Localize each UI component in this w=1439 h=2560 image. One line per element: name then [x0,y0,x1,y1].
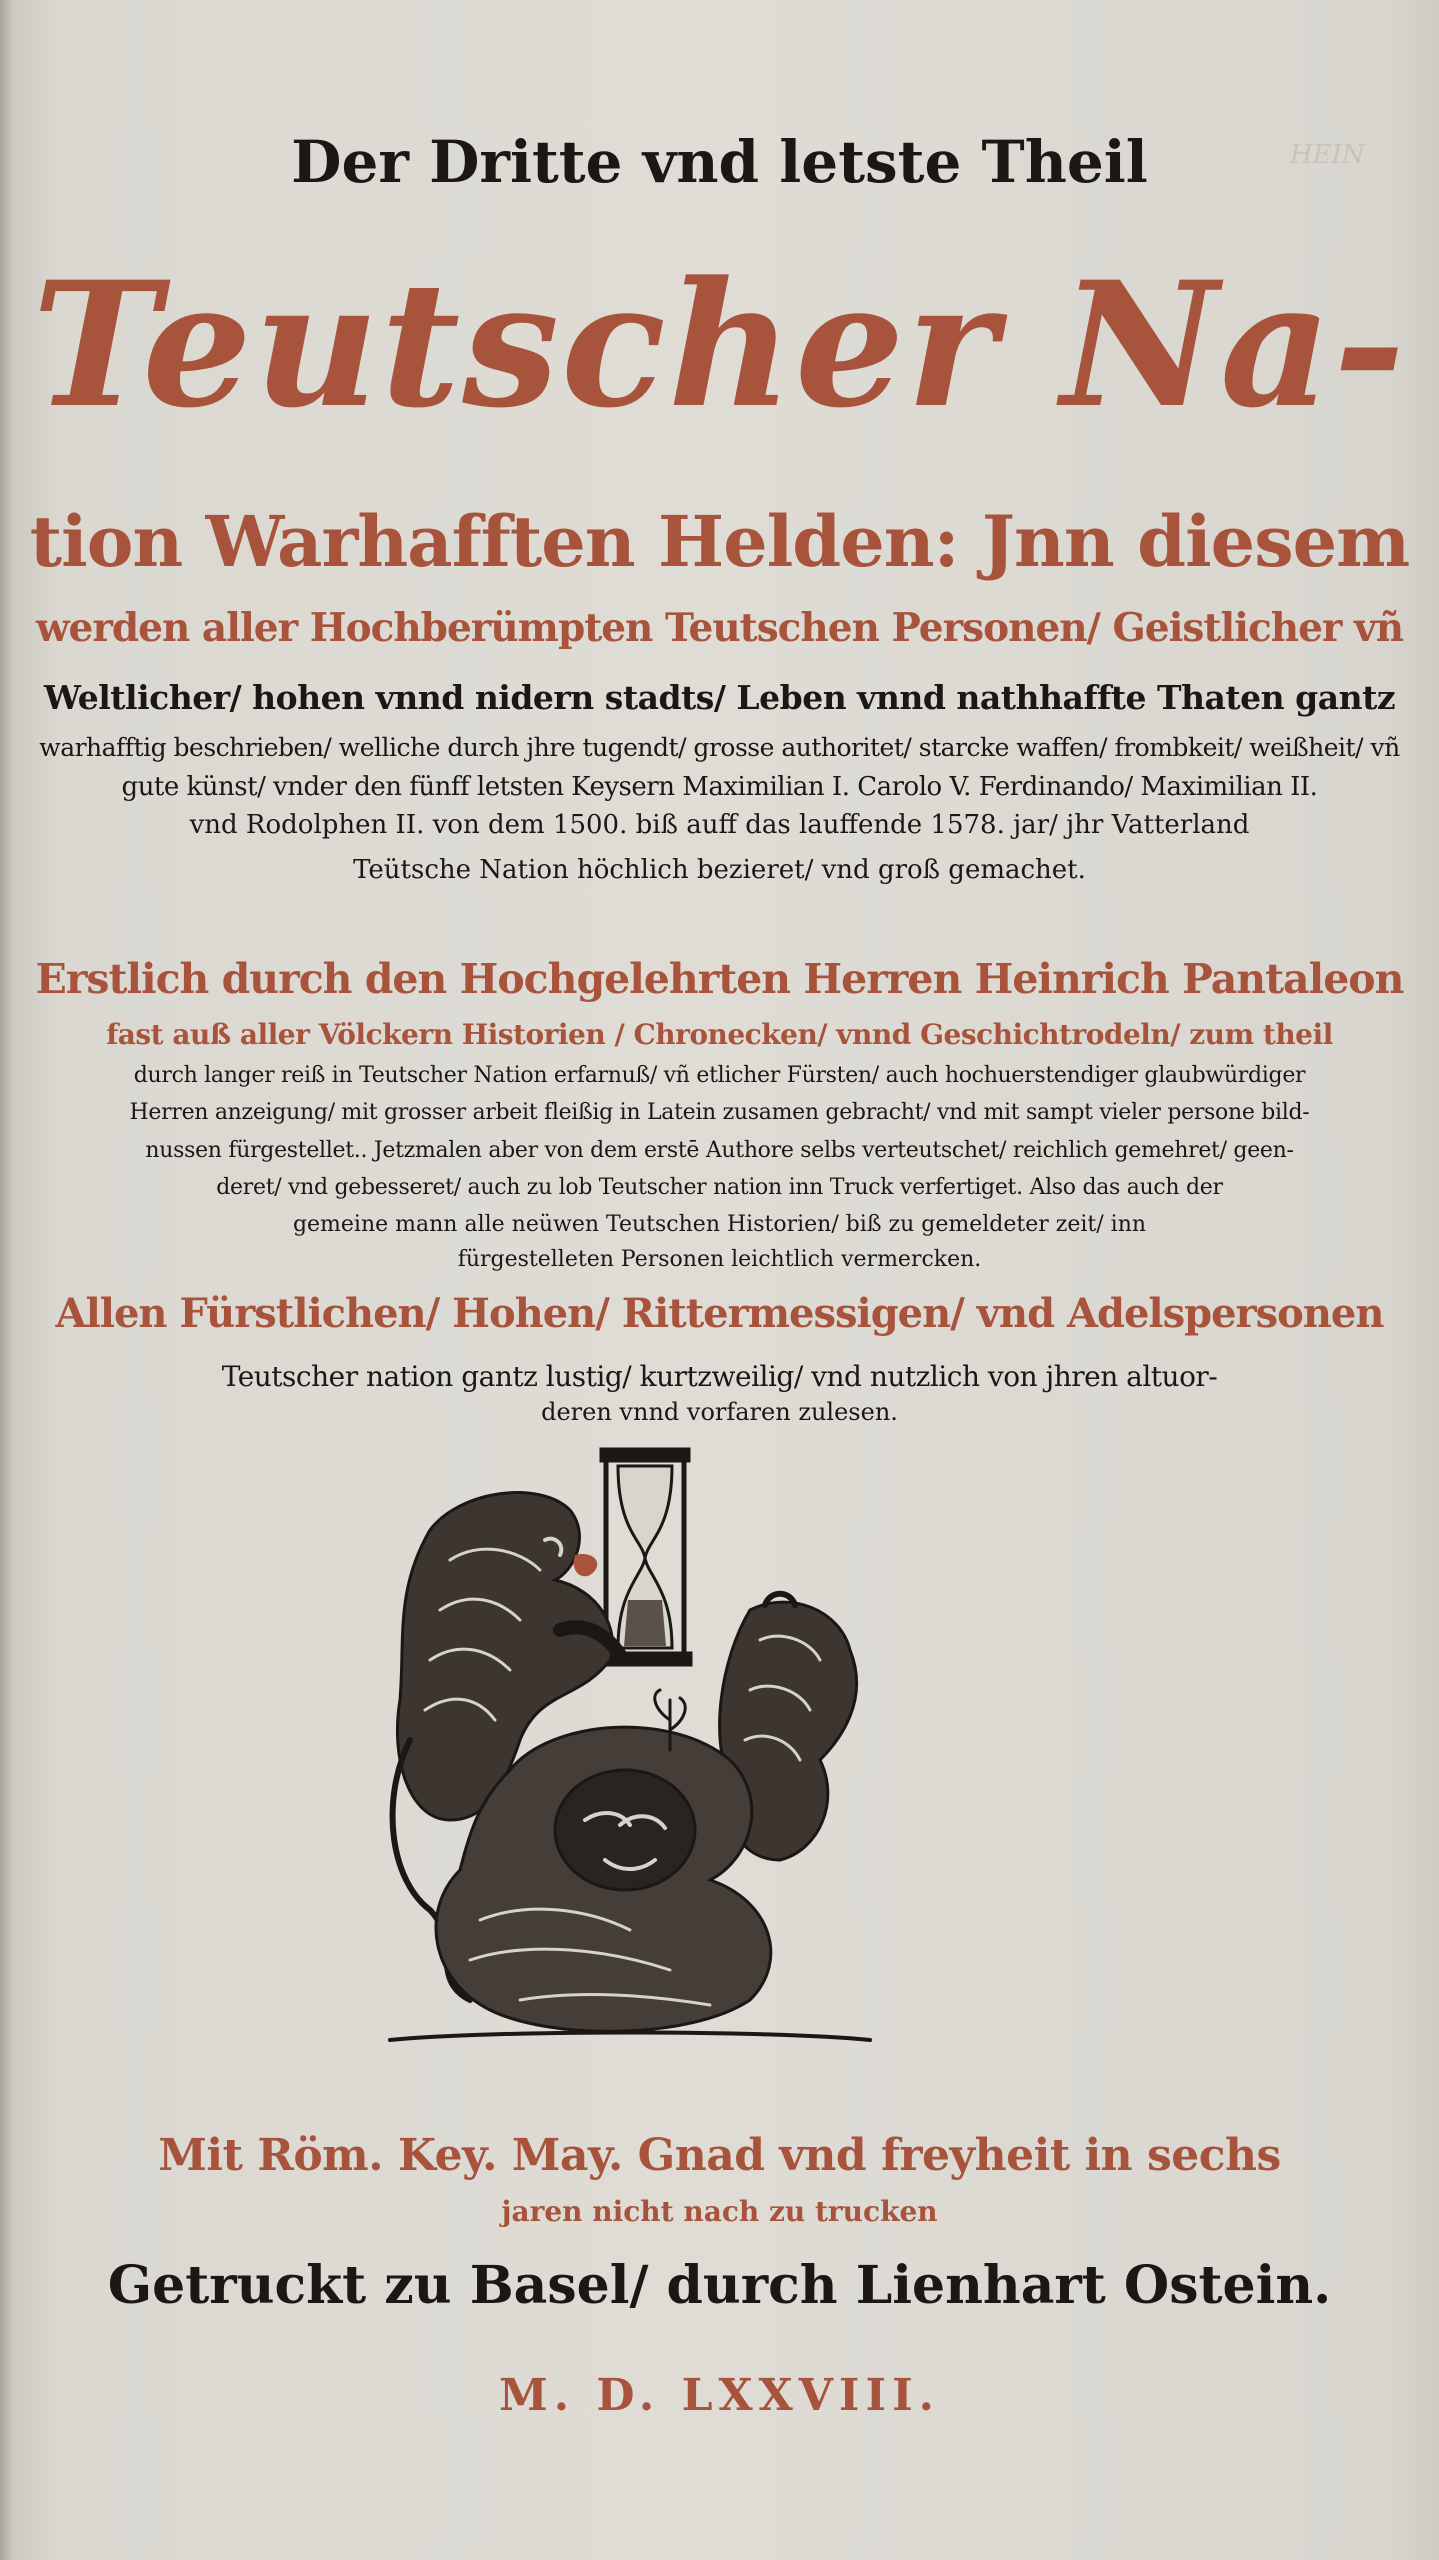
description-line-5: gemeine mann alle neüwen Teutschen Historien/ biß zu gemeldeter zeit/ inn [292,1212,1147,1237]
lions-with-hourglass-woodcut-icon [370,1440,890,2060]
author-line: Erstlich durch den Hochgelehrten Herren Heinrich Pantaleon [35,955,1404,1003]
title-line-7: gute künst/ vnder den fünff letsten Keysern Maximilian I. Carolo V. Ferdinando/ Maximilian II. [121,772,1318,802]
privilege-line-2: jaren nicht nach zu trucken [501,2195,938,2228]
title-line-4: werden aller Hochberümpten Teutschen Personen/ Geistlicher vñ [35,605,1404,651]
title-line-9: Teütsche Nation höchlich bezieret/ vnd groß gemachet. [353,855,1086,885]
title-line-8: vnd Rodolphen II. von dem 1500. biß auff das lauffende 1578. jar/ jhr Vatterland [189,810,1250,840]
sources-line: fast auß aller Völckern Historien / Chronecken/ vnnd Geschichtrodeln/ zum theil [106,1018,1333,1051]
description-line-3: nussen fürgestellet.. Jetzmalen aber von dem erstē Authore selbs verteutschet/ reichlich gemehret/ geen- [145,1138,1294,1163]
description-line-2: Herren anzeigung/ mit grosser arbeit fleißig in Latein zusamen gebracht/ vnd mit sampt vieler persone bild- [129,1100,1310,1125]
description-line-6: fürgestelleten Personen leichtlich vermercken. [457,1247,982,1272]
supertitle: Der Dritte vnd letste Theil [291,128,1148,196]
imprint-line: Getruckt zu Basel/ durch Lienhart Ostein. [107,2255,1332,2316]
privilege-line: Mit Röm. Key. May. Gnad vnd freyheit in sechs [158,2130,1281,2181]
date-line: M. D. LXXVIII. [499,2370,940,2421]
show-through-text: HEIN [1290,140,1365,170]
description-line-4: deret/ vnd gebesseret/ auch zu lob Teutscher nation inn Truck verfertiget. Also das auch der [216,1175,1223,1200]
title-line-3: tion Warhafften Helden: Jnn diesem [29,500,1410,583]
dedication-line-2: Teutscher nation gantz lustig/ kurtzweilig/ vnd nutzlich von jhren altuor- [221,1360,1218,1393]
dedication-line: Allen Fürstlichen/ Hohen/ Rittermessigen/ vnd Adelspersonen [55,1290,1384,1337]
description-line-1: durch langer reiß in Teutscher Nation erfarnuß/ vñ etlicher Fürsten/ auch hochuerstendiger glaubwürdiger [133,1063,1306,1088]
title-line-5: Weltlicher/ hohen vnnd nidern stadts/ Leben vnnd nathhaffte Thaten gantz [43,678,1396,717]
main-title: Teutscher Na- [32,243,1407,446]
title-line-6: warhafftig beschrieben/ welliche durch jhre tugendt/ grosse authoritet/ starcke waffen/ frombkeit/ weißheit/ vñ [39,733,1400,762]
dedication-line-3: deren vnnd vorfaren zulesen. [541,1398,898,1426]
